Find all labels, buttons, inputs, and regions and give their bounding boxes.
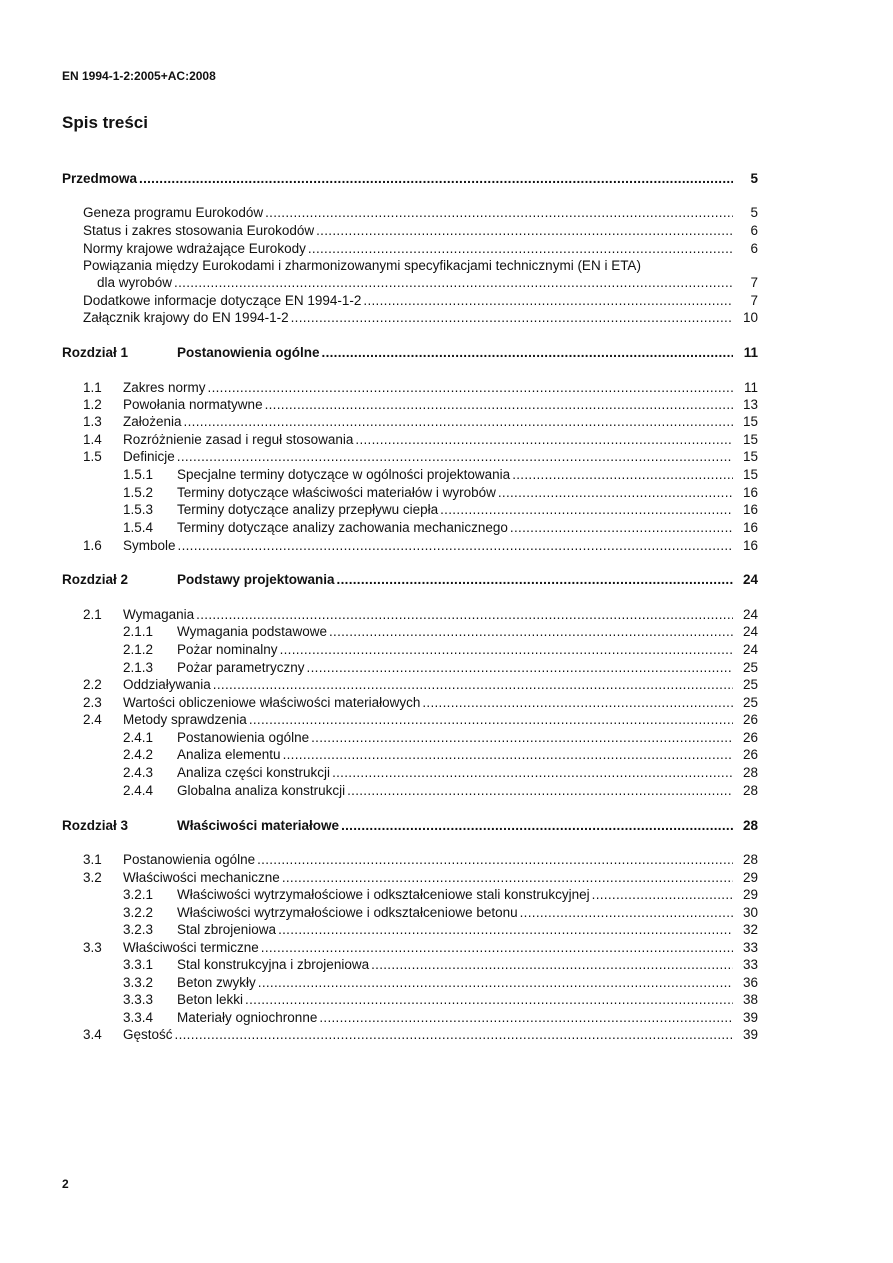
toc-entry-page: 15 (742, 432, 758, 447)
dot-leader (308, 240, 733, 257)
toc-entry-title: Właściwości wytrzymałościowe i odkształceniowe stali konstrukcyjnej (177, 887, 590, 902)
toc-entry-title: Metody sprawdzenia (123, 712, 247, 727)
dot-leader (258, 974, 733, 991)
toc-entry-number: 3.2 (83, 870, 102, 885)
toc-entry-page: 28 (742, 783, 758, 798)
toc-entry-title: Stal zbrojeniowa (177, 922, 277, 937)
toc-entry-number: 2.1.2 (123, 642, 154, 657)
toc-entry-title: Status i zakres stosowania Eurokodów (83, 223, 315, 238)
dot-leader (592, 886, 733, 903)
toc-entry-page: 7 (750, 275, 758, 290)
dot-leader (355, 431, 733, 448)
toc-entry[interactable] (0, 764, 893, 781)
toc-entry-page: 28 (742, 852, 758, 867)
dot-leader (184, 413, 733, 430)
toc-entry[interactable] (0, 204, 893, 221)
toc-entry-title: Właściwości termiczne (123, 940, 259, 955)
toc-entry-number: 1.5.3 (123, 502, 154, 517)
toc-entry-number: 3.4 (83, 1027, 102, 1042)
toc-entry-number: 1.4 (83, 432, 102, 447)
dot-leader (265, 396, 733, 413)
toc-entry-number: 2.4.2 (123, 747, 154, 762)
toc-entry-number: 1.5.4 (123, 520, 154, 535)
toc-entry-title: Symbole (123, 538, 176, 553)
toc-entry-title: Geneza programu Eurokodów (83, 205, 264, 220)
document-header: EN 1994-1-2:2005+AC:2008 (62, 69, 216, 83)
toc-entry[interactable] (0, 623, 893, 640)
toc-entry[interactable] (0, 501, 893, 518)
toc-entry-number: 2.4.4 (123, 783, 154, 798)
toc-entry-page: 6 (750, 223, 758, 238)
toc-entry-title: Dodatkowe informacje dotyczące EN 1994-1-2 (83, 293, 362, 308)
toc-entry-title: Wartości obliczeniowe właściwości materiałowych (123, 695, 421, 710)
toc-entry-page: 39 (742, 1010, 758, 1025)
dot-leader (512, 466, 733, 483)
toc-entry-page: 33 (742, 940, 758, 955)
toc-entry[interactable] (0, 939, 893, 956)
toc-entry-title: Analiza części konstrukcji (177, 765, 331, 780)
toc-entry-number: 2.3 (83, 695, 102, 710)
toc-entry-page: 26 (742, 747, 758, 762)
toc-entry-page: 33 (742, 957, 758, 972)
toc-entry[interactable] (0, 869, 893, 886)
dot-leader (371, 956, 733, 973)
toc-entry[interactable] (0, 921, 893, 938)
toc-entry[interactable] (0, 641, 893, 658)
toc-entry[interactable] (0, 431, 893, 448)
toc-entry-title: Właściwości materiałowe (177, 818, 340, 833)
toc-entry[interactable] (0, 309, 893, 326)
toc-entry-title: Zakres normy (123, 380, 206, 395)
dot-leader (341, 817, 733, 834)
dot-leader (139, 170, 733, 187)
toc-entry-page: 15 (742, 414, 758, 429)
toc-entry-number: 2.1.3 (123, 660, 154, 675)
toc-entry-title: Przedmowa (62, 171, 138, 186)
toc-entry-number: 2.4 (83, 712, 102, 727)
toc-entry-page: 13 (742, 397, 758, 412)
toc-entry-number: 3.3.4 (123, 1010, 154, 1025)
dot-leader (322, 344, 733, 361)
toc-entry[interactable] (0, 991, 893, 1008)
toc-entry-page: 30 (742, 905, 758, 920)
toc-entry[interactable] (0, 537, 893, 554)
toc-entry-page: 11 (743, 380, 758, 395)
toc-entry-page: 15 (742, 449, 758, 464)
toc-entry-title: Materiały ogniochronne (177, 1010, 318, 1025)
dot-leader (363, 292, 733, 309)
toc-entry-title: Postanowienia ogólne (177, 730, 310, 745)
toc-entry[interactable] (0, 344, 893, 361)
toc-entry-title: Założenia (123, 414, 182, 429)
toc-entry-number: 3.2.2 (123, 905, 154, 920)
dot-leader (196, 606, 733, 623)
toc-entry-page: 16 (742, 538, 758, 553)
toc-entry-title: Gęstość (123, 1027, 173, 1042)
toc-entry[interactable] (0, 676, 893, 693)
toc-entry-title: Rozróżnienie zasad i reguł stosowania (123, 432, 354, 447)
toc-entry-page: 28 (742, 765, 758, 780)
toc-entry-page: 26 (742, 730, 758, 745)
toc-entry[interactable] (0, 571, 893, 588)
page-number: 2 (62, 1177, 69, 1191)
toc-entry-page: 36 (742, 975, 758, 990)
dot-leader (422, 694, 733, 711)
dot-leader (337, 571, 733, 588)
toc-entry-number: 3.3.2 (123, 975, 154, 990)
toc-entry-number: 3.1 (83, 852, 102, 867)
toc-entry-title: Stal konstrukcyjna i zbrojeniowa (177, 957, 370, 972)
toc-entry-page: 16 (742, 502, 758, 517)
toc-entry[interactable] (0, 659, 893, 676)
dot-leader (265, 204, 733, 221)
toc-entry-title: Wymagania (123, 607, 195, 622)
toc-entry-number: 3.3.1 (123, 957, 154, 972)
toc-entry[interactable] (0, 694, 893, 711)
toc-entry-number: 2.1.1 (123, 624, 154, 639)
dot-leader (280, 641, 733, 658)
toc-entry-title: Właściwości mechaniczne (123, 870, 280, 885)
toc-entry-title: Postanowienia ogólne (123, 852, 256, 867)
dot-leader (283, 746, 733, 763)
toc-entry-title: Beton lekki (177, 992, 244, 1007)
toc-entry[interactable] (0, 466, 893, 483)
toc-entry-number: 1.5.1 (123, 467, 154, 482)
toc-entry-page: 25 (742, 677, 758, 692)
dot-leader (319, 1009, 733, 1026)
toc-entry-title: Powołania normatywne (123, 397, 263, 412)
toc-entry-title: Definicje (123, 449, 175, 464)
dot-leader (291, 309, 733, 326)
dot-leader (257, 851, 733, 868)
toc-entry-page: 25 (742, 660, 758, 675)
toc-entry-number: 3.3.3 (123, 992, 154, 1007)
toc-entry-page: 11 (743, 345, 758, 360)
dot-leader (245, 991, 733, 1008)
toc-entry-page: 28 (742, 818, 758, 833)
toc-entry-page: 24 (742, 642, 758, 657)
toc-entry[interactable] (0, 1009, 893, 1026)
toc-entry-title: Terminy dotyczące analizy zachowania mechanicznego (177, 520, 508, 535)
toc-entry-page: 24 (742, 572, 758, 587)
toc-entry-title: Powiązania między Eurokodami i zharmonizowanymi specyfikacjami technicznymi (EN i ETA) (83, 258, 641, 273)
toc-entry-title: Oddziaływania (123, 677, 211, 692)
dot-leader (213, 676, 733, 693)
toc-entry-title: Właściwości wytrzymałościowe i odkształceniowe betonu (177, 905, 518, 920)
toc-entry[interactable] (0, 396, 893, 413)
toc-entry[interactable] (0, 782, 893, 799)
toc-entry-page: 16 (742, 485, 758, 500)
toc-entry-number: 1.1 (83, 380, 102, 395)
toc-entry-page: 32 (742, 922, 758, 937)
toc-entry-page: 5 (750, 205, 758, 220)
dot-leader (177, 448, 733, 465)
toc-entry-title: Globalna analiza konstrukcji (177, 783, 346, 798)
toc-entry[interactable] (0, 711, 893, 728)
page-title: Spis treści (62, 113, 148, 132)
toc-entry-number: 2.4.1 (123, 730, 154, 745)
dot-leader (261, 939, 733, 956)
dot-leader (278, 921, 733, 938)
toc-entry[interactable] (0, 956, 893, 973)
toc-entry-title: Podstawy projektowania (177, 572, 335, 587)
toc-entry[interactable] (0, 886, 893, 903)
toc-entry-page: 39 (742, 1027, 758, 1042)
toc-entry-page: 25 (742, 695, 758, 710)
toc-entry-page: 29 (742, 870, 758, 885)
toc-entry-number: 3.2.3 (123, 922, 154, 937)
toc-entry[interactable] (0, 170, 893, 187)
toc-entry[interactable] (0, 1026, 893, 1043)
toc-entry-page: 10 (742, 310, 758, 325)
toc-entry-page: 15 (742, 467, 758, 482)
toc-entry-title: dla wyrobów (97, 275, 173, 290)
toc-entry-page: 7 (750, 293, 758, 308)
toc-entry-number: 1.6 (83, 538, 102, 553)
toc-entry-page: 38 (742, 992, 758, 1007)
toc-entry-page: 16 (742, 520, 758, 535)
dot-leader (347, 782, 733, 799)
toc-entry-title: Terminy dotyczące analizy przepływu ciepła (177, 502, 439, 517)
toc-entry-page: 5 (750, 171, 758, 186)
toc-entry[interactable] (0, 484, 893, 501)
toc-entry-title: Pożar nominalny (177, 642, 278, 657)
dot-leader (249, 711, 733, 728)
toc-entry[interactable] (0, 746, 893, 763)
dot-leader (510, 519, 733, 536)
dot-leader (316, 222, 733, 239)
dot-leader (311, 729, 733, 746)
toc-entry[interactable] (0, 379, 893, 396)
toc-entry-number: 2.4.3 (123, 765, 154, 780)
toc-entry[interactable] (0, 817, 893, 834)
toc-entry-number: Rozdział 1 (62, 345, 129, 360)
toc-entry-number: 3.2.1 (123, 887, 154, 902)
toc-entry[interactable] (0, 851, 893, 868)
toc-entry[interactable] (0, 974, 893, 991)
toc-entry-title: Pożar parametryczny (177, 660, 305, 675)
toc-entry-title: Specjalne terminy dotyczące w ogólności projektowania (177, 467, 511, 482)
toc-entry[interactable] (0, 222, 893, 239)
dot-leader (520, 904, 733, 921)
toc-entry-title: Załącznik krajowy do EN 1994-1-2 (83, 310, 289, 325)
toc-entry-number: 1.5.2 (123, 485, 154, 500)
toc-entry-number: 1.3 (83, 414, 102, 429)
dot-leader (440, 501, 733, 518)
toc-entry-number: 3.3 (83, 940, 102, 955)
toc-entry[interactable] (0, 292, 893, 309)
toc-entry-number: Rozdział 3 (62, 818, 129, 833)
dot-leader (307, 659, 733, 676)
dot-leader (332, 764, 733, 781)
toc-entry-number: 1.2 (83, 397, 102, 412)
toc-entry[interactable] (0, 257, 893, 274)
toc-entry[interactable] (0, 729, 893, 746)
toc-entry[interactable] (0, 240, 893, 257)
toc-entry-page: 24 (742, 624, 758, 639)
toc-entry-number: 2.1 (83, 607, 102, 622)
dot-leader (174, 274, 733, 291)
toc-entry[interactable] (0, 448, 893, 465)
toc-entry-title: Normy krajowe wdrażające Eurokody (83, 241, 306, 256)
toc-entry[interactable] (0, 606, 893, 623)
toc-entry-title: Analiza elementu (177, 747, 281, 762)
toc-entry-page: 24 (742, 607, 758, 622)
toc-entry-page: 6 (750, 241, 758, 256)
toc-entry[interactable] (0, 274, 893, 291)
toc-entry-number: 2.2 (83, 677, 102, 692)
toc-entry[interactable] (0, 519, 893, 536)
dot-leader (282, 869, 733, 886)
dot-leader (175, 1026, 733, 1043)
toc-entry-title: Beton zwykły (177, 975, 256, 990)
toc-entry-number: Rozdział 2 (62, 572, 129, 587)
toc-entry[interactable] (0, 413, 893, 430)
toc-entry-title: Terminy dotyczące właściwości materiałów i wyrobów (177, 485, 496, 500)
dot-leader (498, 484, 733, 501)
dot-leader (329, 623, 733, 640)
toc-entry-title: Postanowienia ogólne (177, 345, 320, 360)
dot-leader (178, 537, 733, 554)
toc-entry-title: Wymagania podstawowe (177, 624, 327, 639)
toc-entry[interactable] (0, 904, 893, 921)
dot-leader (208, 379, 733, 396)
toc-entry-page: 26 (742, 712, 758, 727)
toc-entry-page: 29 (742, 887, 758, 902)
toc-entry-number: 1.5 (83, 449, 102, 464)
